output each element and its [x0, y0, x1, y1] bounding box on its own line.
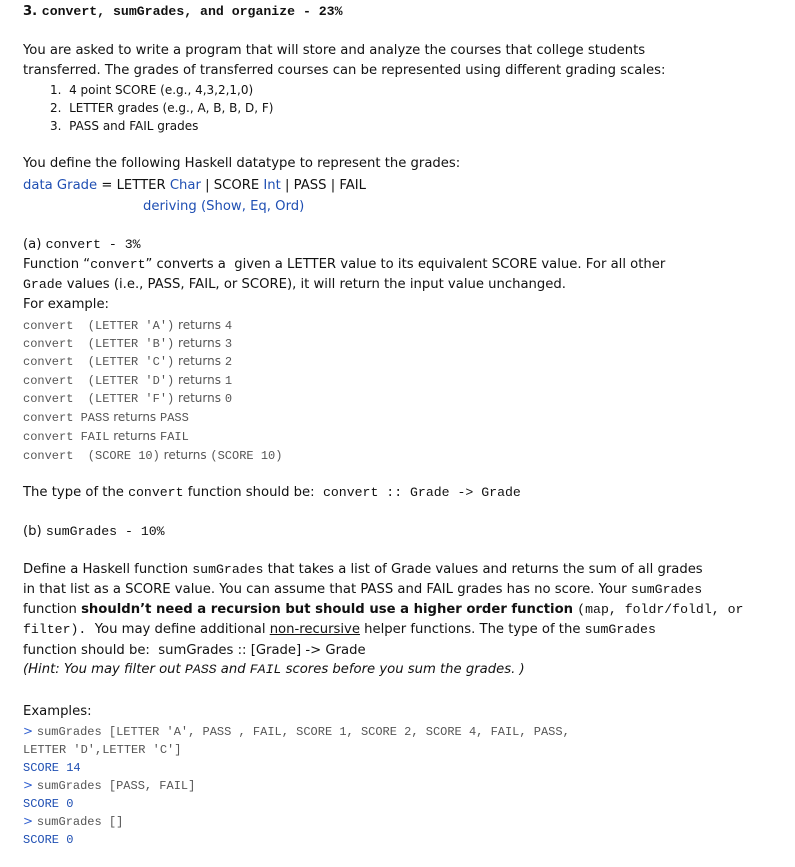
part-b-heading: (b) sumGrades - 10%	[23, 524, 165, 539]
prompt-icon: >	[23, 814, 34, 828]
datatype-intro: You define the following Haskell datatype to represent the grades:	[23, 156, 461, 171]
repl-output: SCORE 0	[23, 797, 74, 811]
repl-input: > sumGrades []	[23, 814, 124, 829]
repl-output: SCORE 14	[23, 761, 81, 775]
datatype-deriving: deriving (Show, Eq, Ord)	[143, 199, 305, 214]
part-a-desc-2: Grade values (i.e., PASS, FAIL, or SCORE), it will return the input value unchanged.	[23, 277, 566, 292]
intro-line-2: transferred. The grades of transferred courses can be represented using different grading scales:	[23, 63, 666, 78]
part-a-heading: (a) convert - 3%	[23, 237, 141, 252]
convert-example: convert (LETTER 'D') returns 1	[23, 373, 233, 388]
prompt-icon: >	[23, 724, 34, 738]
repl-input: > sumGrades [PASS, FAIL]	[23, 778, 196, 793]
convert-example: convert (LETTER 'A') returns 4	[23, 318, 233, 333]
examples-label: Examples:	[23, 704, 92, 719]
question-weight: - 23%	[295, 4, 343, 19]
for-example-label: For example:	[23, 297, 110, 312]
question-title: convert, sumGrades, and organize	[41, 4, 296, 19]
repl-input: > sumGrades [LETTER 'A', PASS , FAIL, SCORE 1, SCORE 2, SCORE 4, FAIL, PASS,	[23, 724, 570, 739]
scale-item: 3. PASS and FAIL grades	[50, 119, 199, 133]
scale-item: 1. 4 point SCORE (e.g., 4,3,2,1,0)	[50, 83, 254, 97]
convert-type-line: The type of the convert function should be: convert :: Grade -> Grade	[23, 485, 521, 500]
convert-example: convert FAIL returns FAIL	[23, 429, 189, 444]
convert-example: convert (LETTER 'B') returns 3	[23, 336, 233, 351]
part-b-para-2: in that list as a SCORE value. You can assume that PASS and FAIL grades has no score. Your sumGrades	[23, 582, 703, 597]
hint-line: (Hint: You may filter out PASS and FAIL scores before you sum the grades. )	[23, 662, 525, 677]
question-heading	[23, 3, 343, 21]
part-b-para-1: Define a Haskell function sumGrades that takes a list of Grade values and returns the sum of all grades	[23, 562, 703, 577]
prompt-icon: >	[23, 778, 34, 792]
convert-example: convert (LETTER 'F') returns 0	[23, 391, 233, 406]
repl-output: SCORE 0	[23, 833, 74, 847]
part-b-para-4: filter). You may define additional non-recursive helper functions. The type of the sumGrades	[23, 622, 656, 637]
datatype-definition: data Grade = LETTER Char | SCORE Int | PASS | FAIL	[23, 178, 367, 193]
convert-example: convert PASS returns PASS	[23, 410, 189, 425]
intro-line-1: You are asked to write a program that will store and analyze the courses that college students	[23, 43, 646, 58]
part-a-desc-1: Function “convert” converts a given a LETTER value to its equivalent SCORE value. For all other	[23, 257, 666, 272]
convert-example: convert (LETTER 'C') returns 2	[23, 354, 233, 369]
scale-item: 2. LETTER grades (e.g., A, B, B, D, F)	[50, 101, 274, 115]
part-b-para-5: function should be: sumGrades :: [Grade] -> Grade	[23, 643, 366, 658]
question-number: 3.	[23, 4, 38, 19]
repl-input-continuation: LETTER 'D',LETTER 'C']	[23, 743, 182, 757]
part-b-para-3: function shouldn’t need a recursion but should use a higher order function (map, foldr/foldl, or	[23, 602, 744, 617]
convert-example: convert (SCORE 10) returns (SCORE 10)	[23, 448, 283, 463]
